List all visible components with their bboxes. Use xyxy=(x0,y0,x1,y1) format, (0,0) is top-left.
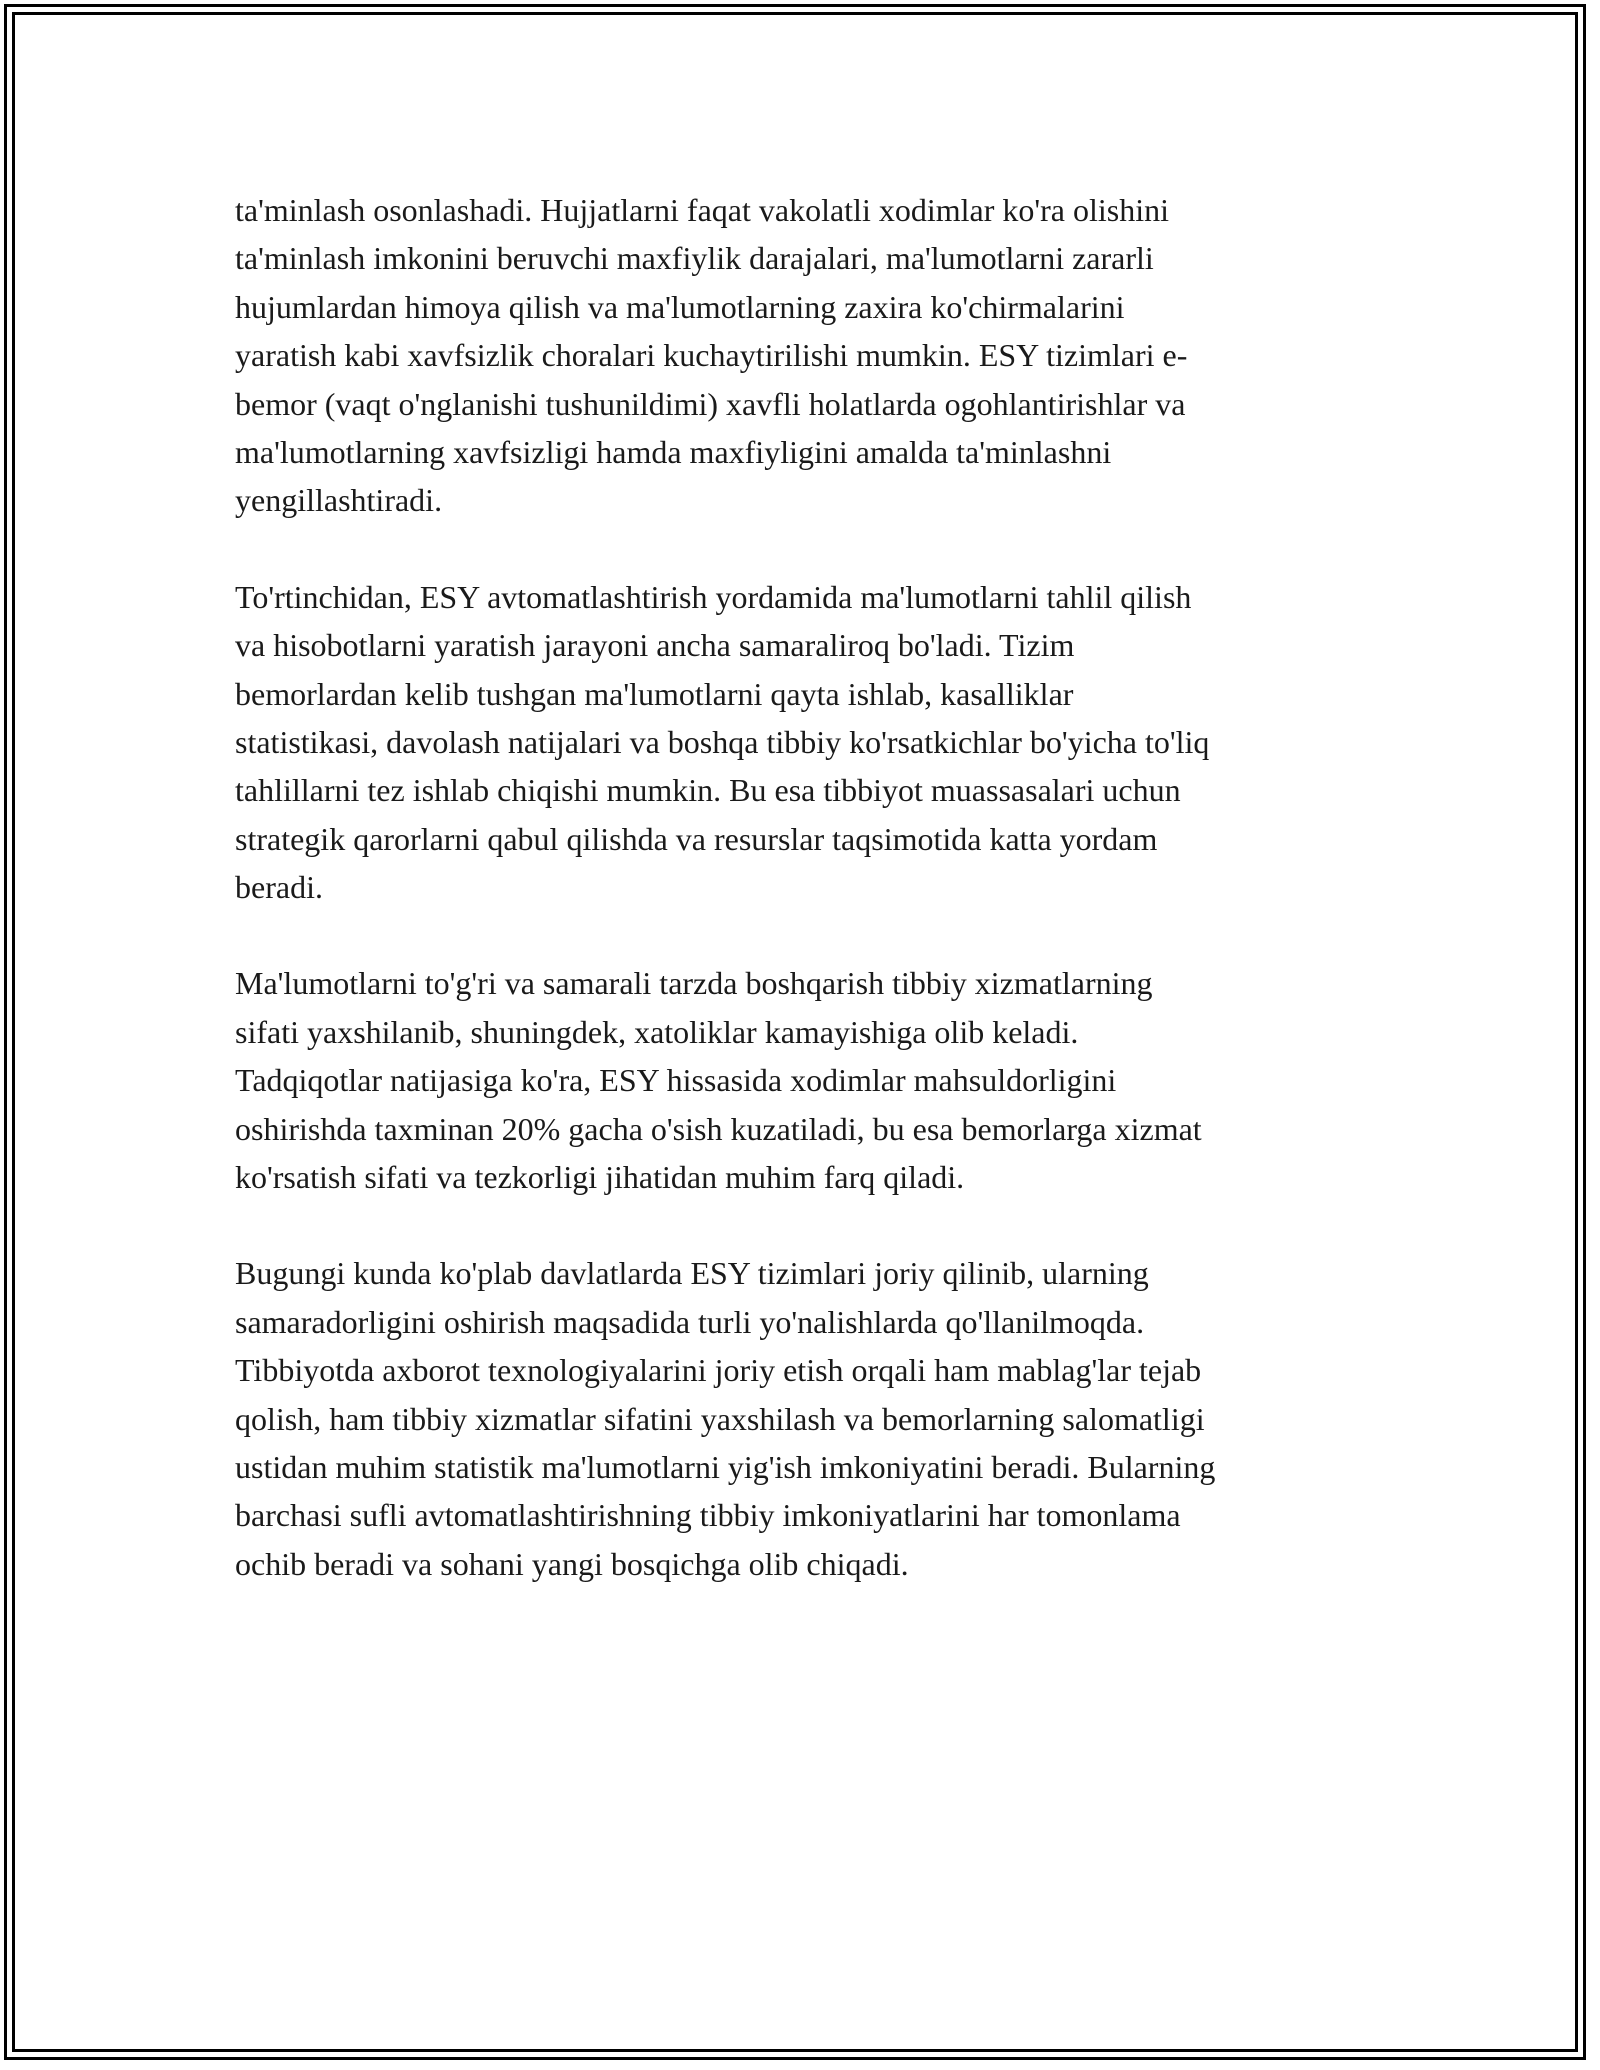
text-line: bemor (vaqt o'nglanishi tushunildimi) xavfli holatlarda ogohlantirishlar va xyxy=(235,385,1186,422)
text-line: ochib beradi va sohani yangi bosqichga olib chiqadi. xyxy=(235,1545,909,1582)
text-line: strategik qarorlarni qabul qilishda va resurslar taqsimotida katta yordam xyxy=(235,820,1158,857)
paragraph-1 xyxy=(235,186,1375,525)
text-line: ta'minlash imkonini beruvchi maxfiylik darajalari, ma'lumotlarni zararli xyxy=(235,240,1154,277)
text-line: beradi. xyxy=(235,869,323,906)
text-line: ta'minlash osonlashadi. Hujjatlarni faqat vakolatli xodimlar ko'ra olishini xyxy=(235,192,1169,228)
text-line: samaradorligini oshirish maqsadida turli yo'nalishlarda qo'llanilmoqda. xyxy=(235,1303,1145,1340)
paragraph-3 xyxy=(235,959,1375,1201)
text-line: ko'rsatish sifati va tezkorligi jihatidan muhim farq qiladi. xyxy=(235,1159,965,1196)
text-line: va hisobotlarni yaratish jarayoni ancha samaraliroq bo'ladi. Tizim xyxy=(235,627,1075,664)
text-line: tahlillarni tez ishlab chiqishi mumkin. Bu esa tibbiyot muassasalari uchun xyxy=(235,772,1181,809)
text-line: yaratish kabi xavfsizlik choralari kuchaytirilishi mumkin. ESY tizimlari e- xyxy=(235,337,1188,374)
text-line: statistikasi, davolash natijalari va boshqa tibbiy ko'rsatkichlar bo'yicha to'liq xyxy=(235,723,1210,760)
text-line: To'rtinchidan, ESY avtomatlashtirish yordamida ma'lumotlarni tahlil qilish xyxy=(235,578,1192,615)
text-line: Bugungi kunda ko'plab davlatlarda ESY tizimlari joriy qilinib, ularning xyxy=(235,1255,1149,1292)
paragraph-4 xyxy=(235,1249,1375,1588)
paragraph-2 xyxy=(235,573,1375,912)
text-line: Ma'lumotlarni to'g'ri va samarali tarzda boshqarish tibbiy xizmatlarning xyxy=(235,965,1153,1002)
text-line: yengillashtiradi. xyxy=(235,482,443,519)
text-line: ustidan muhim statistik ma'lumotlarni yig'ish imkoniyatini beradi. Bularning xyxy=(235,1448,1216,1485)
text-line: bemorlardan kelib tushgan ma'lumotlarni qayta ishlab, kasalliklar xyxy=(235,675,1074,712)
text-line: sifati yaxshilanib, shuningdek, xatoliklar kamayishiga olib keladi. xyxy=(235,1013,1079,1050)
document-body xyxy=(235,186,1375,1636)
text-line: Tibbiyotda axborot texnologiyalarini joriy etish orqali ham mablag'lar tejab xyxy=(235,1352,1202,1389)
text-line: hujumlardan himoya qilish va ma'lumotlarning zaxira ko'chirmalarini xyxy=(235,288,1125,325)
text-line: ma'lumotlarning xavfsizligi hamda maxfiyligini amalda ta'minlashni xyxy=(235,433,1112,470)
text-line: barchasi sufli avtomatlashtirishning tibbiy imkoniyatlarini har tomonlama xyxy=(235,1497,1181,1534)
text-line: oshirishda taxminan 20% gacha o'sish kuzatiladi, bu esa bemorlarga xizmat xyxy=(235,1110,1202,1147)
text-line: qolish, ham tibbiy xizmatlar sifatini yaxshilash va bemorlarning salomatligi xyxy=(235,1400,1205,1437)
text-line: Tadqiqotlar natijasiga ko'ra, ESY hissasida xodimlar mahsuldorligini xyxy=(235,1062,1117,1099)
